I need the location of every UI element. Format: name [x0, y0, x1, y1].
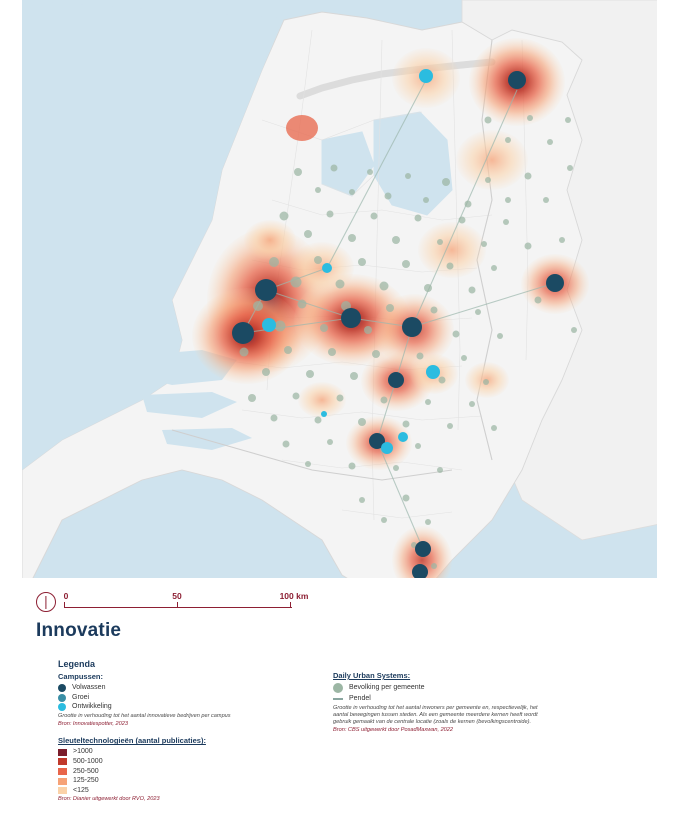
legend-campuses-note: Grootte in verhouding tot het aantal innovatieve bedrijven per campus [58, 713, 231, 720]
legend-item-tech-1 [58, 748, 288, 756]
map-canvas[interactable] [22, 0, 679, 614]
legend-label-tech-1: >1000 [73, 748, 93, 756]
legend-label-tech-3: 250-500 [73, 767, 99, 775]
legend-campuses-source: Bron: Innovatiespotter, 2023 [58, 721, 128, 728]
legend-right-column [333, 671, 543, 733]
tech-swatch-500-1000-icon [58, 758, 67, 765]
scale-label-0: 0 [63, 591, 69, 601]
legend-label-bevolking: Bevolking per gemeente [349, 683, 425, 691]
legend-label-tech-2: 500-1000 [73, 757, 103, 765]
scale-tick-100 [290, 602, 291, 608]
map-right-margin [657, 0, 679, 614]
legend-label-volwassen: Volwassen [72, 684, 106, 691]
legend-dus-heading: Daily Urban Systems: [333, 671, 411, 680]
legend-label-groei: Groei [72, 693, 90, 701]
scale-ticks [63, 591, 309, 612]
campus-dot-groei-icon [58, 694, 66, 702]
legend-item-ontwikkeling [58, 703, 288, 711]
legend-item-volwassen [58, 684, 288, 692]
scale-label-50: 50 [172, 591, 182, 601]
legend-heading: Legenda [58, 659, 96, 669]
legend-label-pendel: Pendel [349, 694, 371, 702]
page-title: Innovatie [36, 620, 122, 641]
legend-item-groei [58, 694, 288, 702]
legend-label-tech-5: <125 [73, 786, 89, 794]
tech-swatch-1000plus-icon [58, 749, 67, 756]
legend-item-tech-4 [58, 777, 288, 785]
map-graphics [22, 0, 679, 614]
legend-technologies-heading: Sleuteltechnologieën (aantal publicaties): [58, 736, 206, 746]
tech-swatch-under125-icon [58, 787, 67, 794]
legend-item-bevolking [333, 683, 543, 693]
pendel-line-icon [333, 698, 343, 700]
scale-label-100: 100 km [279, 591, 309, 601]
legend-item-pendel [333, 695, 543, 703]
legend-dus-note: Grootte in verhouding tot het aantal inwoners per gemeente en, respectievelijk, het aantal bewegingen tussen steden. Als een gemeente meerdere kernen heeft wordt gebruik gemaakt van de centrale locatie (zoals de kernen (bevolkingscentroide). [333, 704, 538, 726]
legend-label-ontwikkeling: Ontwikkeling [72, 703, 112, 711]
population-dot-icon [333, 683, 343, 693]
legend-item-tech-2 [58, 758, 288, 766]
legend-label-tech-4: 125-250 [73, 777, 99, 785]
legend-item-tech-5 [58, 787, 288, 795]
compass-north-icon [36, 592, 56, 612]
scale-tick-0 [64, 602, 65, 608]
legend-left-column [58, 659, 288, 802]
scale-bar [36, 588, 309, 612]
legend-technologies [58, 736, 288, 802]
campus-dot-volwassen-icon [58, 684, 66, 692]
legend-technologies-source: Bron: Dianier uitgewerkt door RVO, 2023 [58, 796, 160, 803]
legend-campuses-heading: Campussen: [58, 672, 104, 681]
legend-dus-source: Bron: CBS uitgewerkt door PosadMaxwan, 2022 [333, 727, 454, 734]
legend-item-tech-3 [58, 768, 288, 776]
scale-tick-50 [177, 602, 178, 608]
tech-swatch-250-500-icon [58, 768, 67, 775]
campus-dot-ontwikkeling-icon [58, 703, 66, 711]
tech-swatch-125-250-icon [58, 778, 67, 785]
